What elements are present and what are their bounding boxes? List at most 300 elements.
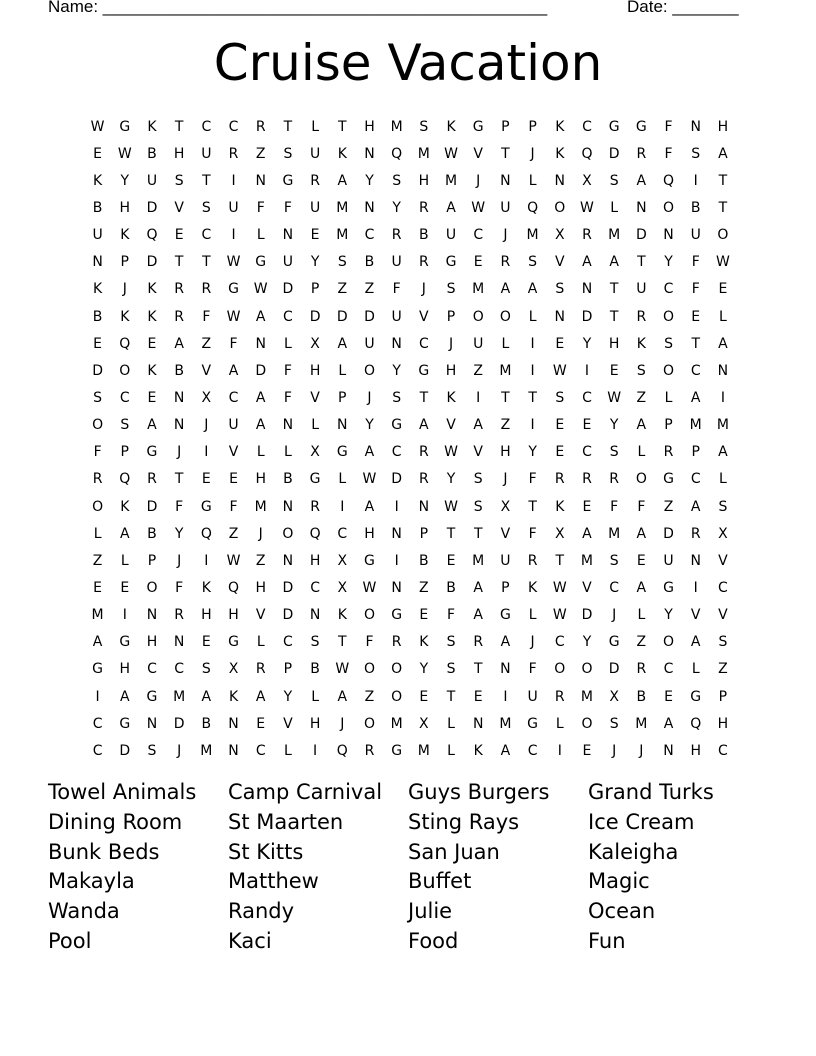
grid-letter: M xyxy=(254,498,267,515)
grid-letter: O xyxy=(363,715,375,732)
grid-letter: T xyxy=(609,281,619,298)
grid-letter: J xyxy=(421,281,426,298)
grid-letter: H xyxy=(228,607,239,624)
grid-letter: U xyxy=(391,254,402,271)
grid-letter: I xyxy=(693,579,698,596)
grid-letter: G xyxy=(499,607,511,624)
grid-letter: C xyxy=(201,227,212,244)
grid-letter: A xyxy=(147,417,157,434)
grid-letter: L xyxy=(555,715,564,732)
grid-letter: L xyxy=(528,172,537,189)
grid-letter: C xyxy=(255,742,266,759)
grid-letter: Z xyxy=(364,688,375,705)
grid-letter: L xyxy=(719,308,727,325)
grid-letter: U xyxy=(201,145,212,162)
grid-letter: A xyxy=(255,417,266,434)
grid-letter: U xyxy=(391,308,402,325)
word-bank-item: Makayla xyxy=(48,869,135,894)
word-bank-item: Pool xyxy=(48,928,92,953)
grid-letter: F xyxy=(392,281,401,298)
grid-letter: R xyxy=(636,308,647,325)
grid-letter: K xyxy=(120,308,130,325)
word-bank-item: Guys Burgers xyxy=(408,780,550,804)
grid-letter: V xyxy=(174,199,184,216)
grid-letter: R xyxy=(364,742,375,759)
grid-letter: T xyxy=(555,552,565,569)
grid-letter: C xyxy=(364,227,375,244)
grid-letter: B xyxy=(310,661,320,678)
grid-letter: H xyxy=(309,362,321,379)
grid-letter: N xyxy=(690,552,701,569)
grid-letter: S xyxy=(446,634,456,651)
grid-letter: R xyxy=(663,444,674,461)
grid-letter: F xyxy=(447,607,456,624)
grid-letter: B xyxy=(636,688,647,705)
grid-letter: I xyxy=(720,389,725,406)
grid-letter: M xyxy=(580,552,594,569)
grid-letter: W xyxy=(253,281,268,298)
grid-letter: S xyxy=(337,254,347,271)
grid-letter: C xyxy=(119,389,130,406)
grid-letter: C xyxy=(582,389,592,406)
grid-letter: N xyxy=(364,145,375,162)
grid-letter: K xyxy=(147,118,157,135)
word-bank-item: Bunk Beds xyxy=(48,839,160,864)
grid-letter: M xyxy=(444,172,458,189)
grid-letter: F xyxy=(691,281,700,298)
grid-letter: R xyxy=(609,471,620,488)
grid-letter: X xyxy=(337,579,348,596)
grid-letter: B xyxy=(283,471,293,488)
grid-letter: A xyxy=(636,525,647,542)
grid-letter: G xyxy=(228,634,239,651)
grid-letter: N xyxy=(173,634,185,651)
grid-letter: Y xyxy=(582,634,592,651)
grid-letter: L xyxy=(284,444,292,461)
grid-letter: F xyxy=(365,634,374,651)
grid-letter: I xyxy=(394,498,399,515)
grid-letter: W xyxy=(471,199,486,216)
grid-letter: N xyxy=(391,579,402,596)
grid-letter: A xyxy=(473,417,483,434)
grid-letter: X xyxy=(419,715,429,732)
grid-letter: U xyxy=(663,552,674,569)
grid-letter: T xyxy=(609,308,619,325)
grid-letter: U xyxy=(500,199,511,216)
grid-letter: O xyxy=(472,308,484,325)
grid-letter: N xyxy=(255,335,266,352)
grid-letter: M xyxy=(472,281,485,298)
grid-letter: A xyxy=(473,607,483,624)
grid-letter: E xyxy=(582,498,592,515)
grid-letter: X xyxy=(500,498,511,515)
grid-letter: G xyxy=(200,498,212,515)
grid-letter: N xyxy=(391,525,402,542)
grid-letter: U xyxy=(445,227,457,244)
grid-letter: W xyxy=(444,444,458,461)
grid-letter: K xyxy=(473,742,483,759)
grid-letter: R xyxy=(228,145,239,162)
grid-letter: G xyxy=(119,634,131,651)
grid-letter: J xyxy=(612,742,617,759)
grid-letter: T xyxy=(528,498,537,515)
grid-letter: C xyxy=(690,362,701,379)
grid-letter: L xyxy=(528,607,537,624)
grid-letter: M xyxy=(499,362,512,379)
grid-letter: K xyxy=(120,498,130,515)
grid-letter: M xyxy=(390,715,403,732)
grid-letter: D xyxy=(581,607,593,624)
grid-letter: E xyxy=(691,308,701,325)
grid-letter: E xyxy=(609,362,619,379)
grid-letter: F xyxy=(175,579,184,596)
grid-letter: L xyxy=(610,199,619,216)
grid-letter: H xyxy=(119,199,131,216)
grid-letter: V xyxy=(718,607,728,624)
grid-letter: N xyxy=(146,715,158,732)
grid-letter: G xyxy=(364,552,375,569)
grid-letter: U xyxy=(364,335,375,352)
grid-letter: Y xyxy=(609,417,619,434)
grid-letter: R xyxy=(582,471,592,488)
grid-letter: O xyxy=(391,661,403,678)
grid-letter: R xyxy=(500,254,511,271)
grid-letter: N xyxy=(500,172,511,189)
grid-letter: C xyxy=(418,335,429,352)
grid-letter: J xyxy=(367,389,372,406)
grid-letter: K xyxy=(201,579,211,596)
grid-letter: H xyxy=(119,661,131,678)
grid-letter: E xyxy=(201,471,211,488)
grid-letter: Y xyxy=(283,688,293,705)
grid-letter: N xyxy=(146,607,158,624)
grid-letter: B xyxy=(92,199,103,216)
word-bank-item: Dining Room xyxy=(48,809,183,834)
grid-letter: U xyxy=(309,199,321,216)
grid-letter: Y xyxy=(310,254,320,271)
grid-letter: L xyxy=(311,417,319,434)
grid-letter: H xyxy=(309,552,321,569)
grid-letter: H xyxy=(717,118,729,135)
grid-letter: Z xyxy=(500,417,511,434)
grid-letter: J xyxy=(122,281,127,298)
grid-letter: A xyxy=(609,254,619,271)
grid-letter: L xyxy=(256,634,265,651)
grid-letter: A xyxy=(364,498,375,515)
grid-letter: R xyxy=(527,552,538,569)
grid-letter: R xyxy=(554,688,565,705)
grid-letter: A xyxy=(364,444,375,461)
grid-letter: T xyxy=(174,118,184,135)
grid-letter: L xyxy=(501,335,510,352)
grid-letter: O xyxy=(581,661,593,678)
grid-letter: M xyxy=(499,715,512,732)
grid-letter: W xyxy=(552,579,567,596)
grid-letter: S xyxy=(310,634,320,651)
grid-letter: M xyxy=(417,742,430,759)
grid-letter: P xyxy=(501,118,510,135)
grid-letter: F xyxy=(93,444,102,461)
grid-letter: C xyxy=(228,118,239,135)
grid-letter: I xyxy=(530,362,535,379)
grid-letter: U xyxy=(146,172,158,189)
grid-letter: N xyxy=(418,498,430,515)
grid-letter: V xyxy=(255,607,266,624)
grid-letter: G xyxy=(663,471,674,488)
grid-letter: U xyxy=(309,145,321,162)
grid-letter: P xyxy=(528,118,537,135)
grid-letter: Q xyxy=(581,145,593,162)
grid-letter: B xyxy=(147,145,157,162)
grid-letter: G xyxy=(391,607,403,624)
grid-letter: D xyxy=(146,498,158,515)
grid-letter: W xyxy=(607,389,622,406)
grid-letter: K xyxy=(147,308,157,325)
grid-letter: K xyxy=(228,688,239,705)
grid-letter: Z xyxy=(364,281,375,298)
grid-letter: K xyxy=(446,118,456,135)
grid-letter: B xyxy=(446,579,456,596)
grid-letter: O xyxy=(92,498,104,515)
grid-letter: N xyxy=(228,742,239,759)
grid-letter: A xyxy=(201,688,212,705)
grid-letter: R xyxy=(147,471,157,488)
grid-letter: A xyxy=(255,308,266,325)
grid-letter: S xyxy=(201,199,211,216)
grid-letter: Z xyxy=(419,579,429,596)
grid-letter: S xyxy=(93,389,103,406)
grid-letter: H xyxy=(500,444,511,461)
grid-letter: L xyxy=(284,335,292,352)
word-bank-item: Towel Animals xyxy=(48,780,197,804)
grid-letter: Q xyxy=(391,145,403,162)
grid-letter: A xyxy=(255,688,266,705)
grid-letter: S xyxy=(609,715,619,732)
grid-letter: N xyxy=(173,417,185,434)
grid-letter: G xyxy=(690,688,702,705)
grid-letter: R xyxy=(418,444,429,461)
grid-letter: V xyxy=(419,308,429,325)
grid-letter: E xyxy=(446,552,456,569)
grid-letter: X xyxy=(554,525,565,542)
grid-letter: B xyxy=(201,715,212,732)
grid-letter: X xyxy=(554,227,565,244)
grid-letter: P xyxy=(718,688,728,705)
grid-letter: B xyxy=(147,525,157,542)
grid-letter: Z xyxy=(473,362,484,379)
grid-letter: L xyxy=(637,444,646,461)
grid-letter: V xyxy=(201,362,212,379)
word-bank-item: Magic xyxy=(588,869,650,894)
grid-letter: G xyxy=(391,742,403,759)
grid-letter: F xyxy=(664,118,673,135)
grid-letter: S xyxy=(120,417,130,434)
grid-letter: H xyxy=(201,607,212,624)
grid-letter: O xyxy=(635,471,647,488)
grid-letter: S xyxy=(473,471,483,488)
grid-letter: Y xyxy=(446,471,456,488)
grid-letter: G xyxy=(146,688,158,705)
grid-letter: R xyxy=(92,471,103,488)
grid-letter: D xyxy=(364,308,375,325)
grid-letter: B xyxy=(690,199,701,216)
grid-letter: F xyxy=(528,525,537,542)
grid-letter: O xyxy=(499,308,511,325)
grid-letter: C xyxy=(690,471,701,488)
grid-letter: W xyxy=(226,308,241,325)
grid-letter: F xyxy=(664,145,673,162)
grid-letter: F xyxy=(283,362,292,379)
grid-letter: L xyxy=(311,118,319,135)
grid-letter: U xyxy=(228,199,239,216)
grid-letter: G xyxy=(445,254,457,271)
grid-letter: Q xyxy=(527,199,539,216)
grid-letter: P xyxy=(338,389,347,406)
grid-letter: D xyxy=(336,308,348,325)
grid-letter: L xyxy=(447,742,455,759)
grid-letter: E xyxy=(93,335,103,352)
grid-letter: A xyxy=(446,199,456,216)
grid-letter: D xyxy=(92,362,103,379)
grid-letter: G xyxy=(119,715,131,732)
grid-letter: F xyxy=(229,335,238,352)
grid-letter: S xyxy=(609,552,619,569)
grid-letter: O xyxy=(92,417,104,434)
grid-letter: U xyxy=(527,688,538,705)
grid-letter: D xyxy=(146,254,158,271)
grid-letter: A xyxy=(500,742,511,759)
grid-letter: H xyxy=(146,634,158,651)
grid-letter: H xyxy=(309,715,321,732)
grid-letter: H xyxy=(445,362,457,379)
grid-letter: Q xyxy=(690,715,702,732)
grid-letter: G xyxy=(608,118,620,135)
grid-letter: F xyxy=(175,498,184,515)
grid-letter: G xyxy=(418,362,430,379)
grid-letter: W xyxy=(580,199,594,216)
grid-letter: N xyxy=(663,742,674,759)
grid-letter: Z xyxy=(201,335,212,352)
grid-letter: R xyxy=(473,634,484,651)
grid-letter: C xyxy=(391,444,402,461)
grid-letter: L xyxy=(447,715,455,732)
grid-letter: O xyxy=(717,227,729,244)
grid-letter: Q xyxy=(119,335,131,352)
grid-letter: J xyxy=(476,172,481,189)
grid-letter: N xyxy=(255,172,266,189)
grid-letter: I xyxy=(231,227,236,244)
grid-letter: C xyxy=(283,634,293,651)
grid-letter: R xyxy=(690,525,701,542)
grid-letter: P xyxy=(691,444,700,461)
grid-letter: G xyxy=(472,118,484,135)
word-bank-item: Julie xyxy=(408,899,453,924)
grid-letter: R xyxy=(255,118,266,135)
grid-letter: Z xyxy=(718,661,728,678)
grid-letter: I xyxy=(503,688,508,705)
grid-letter: A xyxy=(663,715,674,732)
grid-letter: N xyxy=(337,417,348,434)
grid-letter: C xyxy=(147,661,157,678)
grid-letter: X xyxy=(609,688,619,705)
grid-letter: L xyxy=(93,525,102,542)
grid-letter: F xyxy=(283,199,292,216)
grid-letter: B xyxy=(419,552,429,569)
grid-letter: H xyxy=(690,742,701,759)
grid-letter: S xyxy=(528,254,538,271)
grid-letter: I xyxy=(557,742,562,759)
grid-letter: W xyxy=(226,552,241,569)
grid-letter: A xyxy=(119,688,130,705)
name-field: Name: _______________________________________________ xyxy=(48,0,548,16)
grid-letter: A xyxy=(636,579,647,596)
word-bank xyxy=(48,780,768,959)
grid-letter: L xyxy=(256,444,265,461)
grid-letter: D xyxy=(608,661,620,678)
grid-letter: R xyxy=(201,281,212,298)
grid-letter: E xyxy=(147,335,157,352)
grid-letter: R xyxy=(174,607,185,624)
grid-letter: P xyxy=(501,579,510,596)
grid-letter: K xyxy=(93,281,103,298)
word-bank-item: Ice Cream xyxy=(588,809,695,834)
grid-letter: L xyxy=(284,742,292,759)
grid-letter: U xyxy=(500,552,511,569)
grid-letter: A xyxy=(419,417,429,434)
grid-letter: N xyxy=(173,389,185,406)
grid-letter: D xyxy=(391,471,403,488)
grid-letter: T xyxy=(202,254,211,271)
grid-letter: Y xyxy=(582,335,592,352)
grid-letter: V xyxy=(473,145,483,162)
grid-letter: E xyxy=(582,417,592,434)
grid-letter: P xyxy=(120,444,129,461)
grid-letter: W xyxy=(362,579,377,596)
grid-letter: H xyxy=(173,145,185,162)
grid-letter: C xyxy=(718,742,728,759)
grid-letter: U xyxy=(473,335,484,352)
grid-letter: Q xyxy=(336,742,348,759)
grid-letter: A xyxy=(690,634,701,651)
grid-letter: H xyxy=(717,715,729,732)
grid-letter: X xyxy=(228,661,239,678)
grid-letter: V xyxy=(228,444,239,461)
grid-letter: X xyxy=(582,172,592,189)
grid-letter: N xyxy=(717,362,729,379)
grid-letter: T xyxy=(202,172,211,189)
grid-letter: R xyxy=(582,227,592,244)
grid-letter: C xyxy=(527,742,538,759)
grid-letter: V xyxy=(582,579,592,596)
grid-letter: R xyxy=(418,471,429,488)
grid-letter: O xyxy=(581,715,593,732)
grid-letter: A xyxy=(527,281,538,298)
word-bank-item: Food xyxy=(408,928,459,953)
grid-letter: R xyxy=(636,661,647,678)
grid-letter: R xyxy=(310,172,320,189)
grid-letter: D xyxy=(663,525,674,542)
grid-letter: N xyxy=(636,199,647,216)
grid-letter: C xyxy=(228,389,239,406)
grid-letter: S xyxy=(664,335,673,352)
grid-letter: J xyxy=(177,444,182,461)
grid-letter: K xyxy=(446,389,456,406)
grid-letter: P xyxy=(120,254,129,271)
grid-letter: R xyxy=(391,227,402,244)
grid-letter: U xyxy=(228,417,239,434)
grid-letter: F xyxy=(528,471,537,488)
grid-letter: E xyxy=(93,145,103,162)
